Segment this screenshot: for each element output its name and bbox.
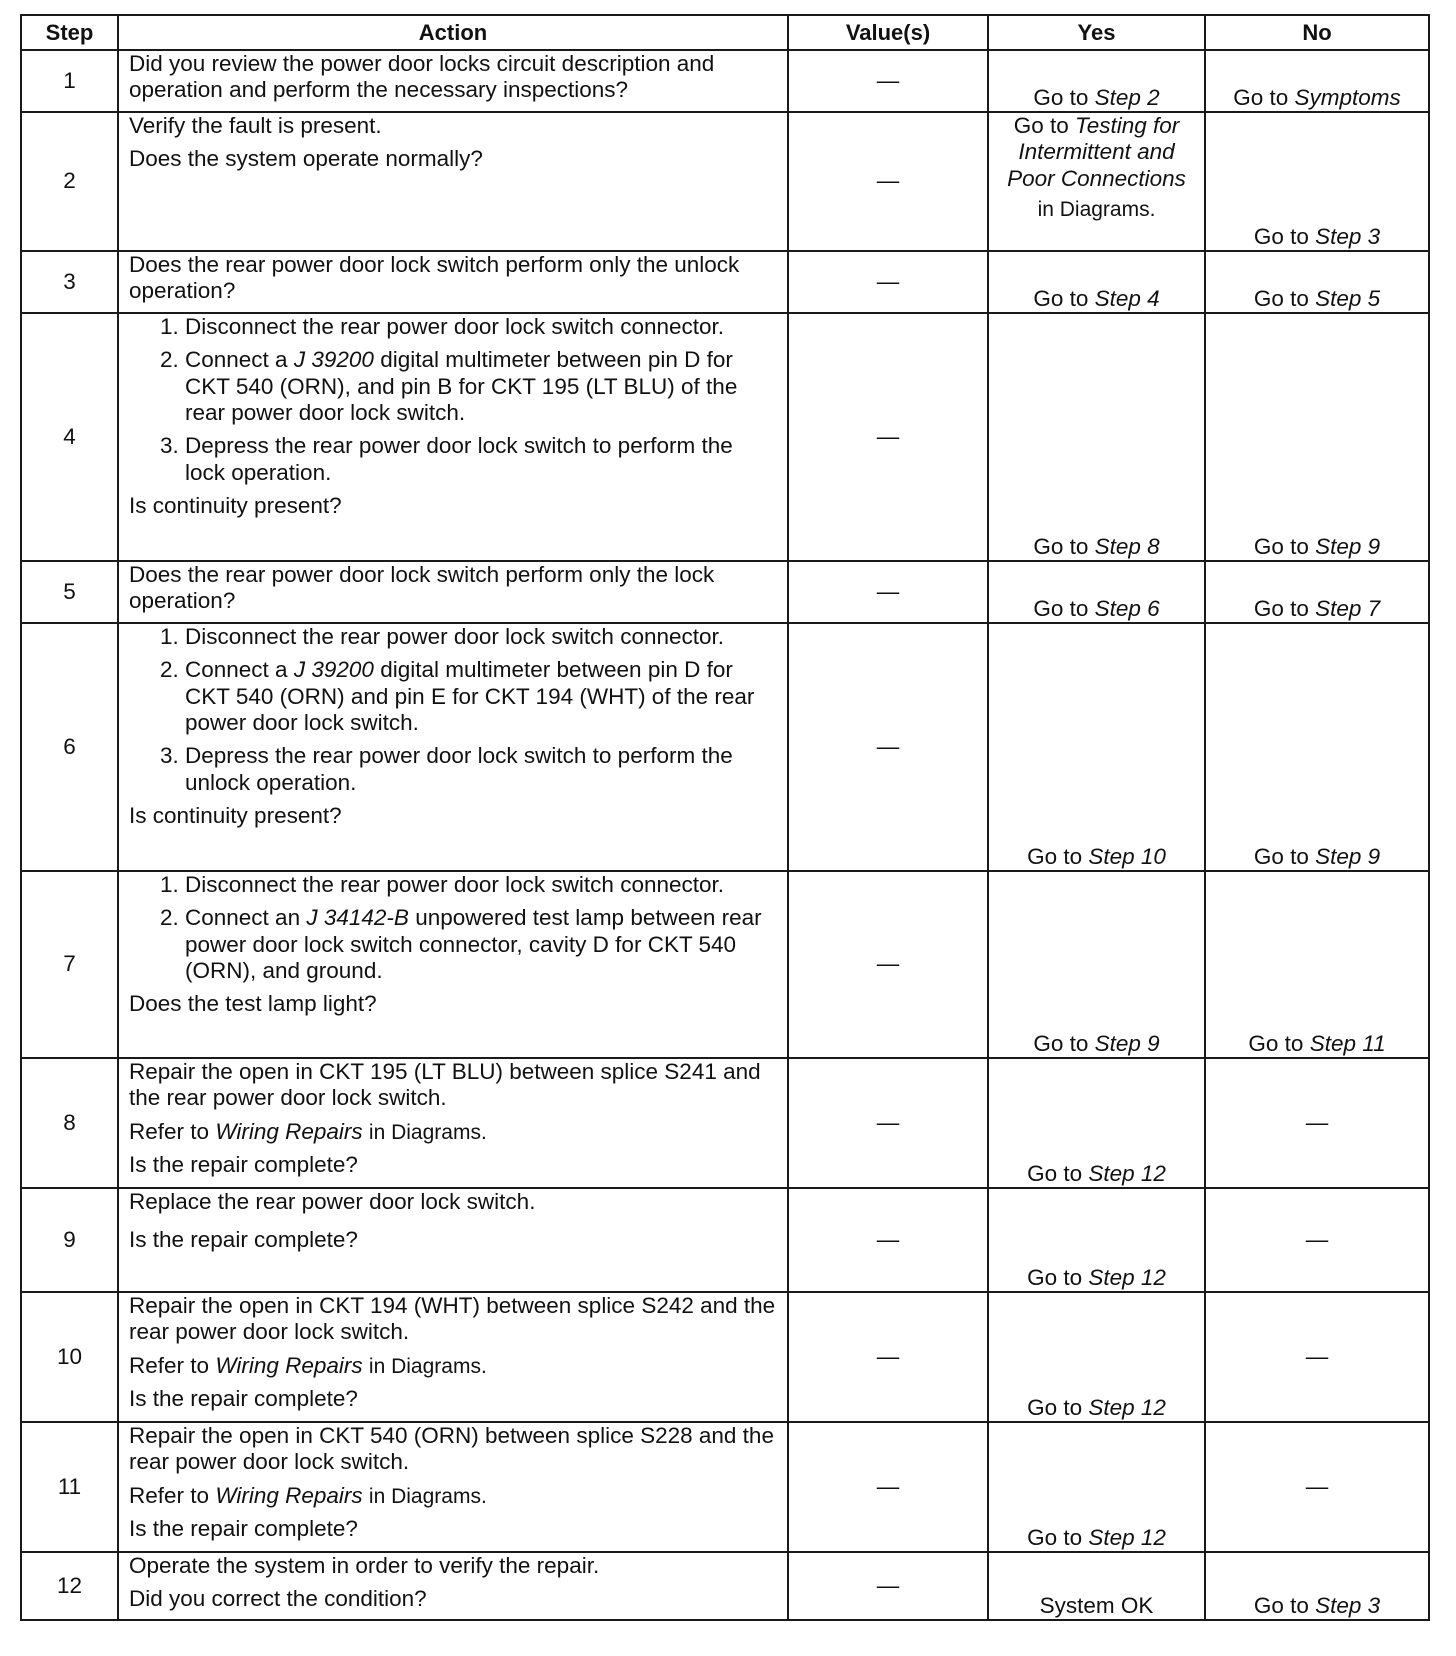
- step-number: 8: [21, 1058, 118, 1188]
- no-cell: —: [1205, 1292, 1429, 1422]
- question-text: Is the repair complete?: [129, 1386, 358, 1412]
- instruction-text: Repair the open in CKT 195 (LT BLU) between splice S241 and the rear power door lock switch.: [129, 1059, 761, 1111]
- action-cell: [118, 1292, 788, 1422]
- instruction-list: [129, 314, 777, 486]
- yes-cell: [988, 871, 1205, 1058]
- yes-prefix: Go to: [1033, 595, 1089, 621]
- action-cell: [118, 1058, 788, 1188]
- value-cell: —: [788, 251, 988, 313]
- instruction-text: Operate the system in order to verify the repair.: [129, 1553, 600, 1578]
- no-cell: [1205, 561, 1429, 623]
- instruction-text: Repair the open in CKT 194 (WHT) between splice S242 and the rear power door lock switch.: [129, 1293, 776, 1345]
- diagnostic-table-sheet: [20, 14, 1428, 1621]
- value-cell: —: [788, 313, 988, 561]
- no-prefix: Go to: [1248, 1030, 1304, 1056]
- question-text: Does the rear power door lock switch perform only the unlock operation?: [129, 252, 740, 304]
- yes-cell: [988, 561, 1205, 623]
- action-cell: [118, 561, 788, 623]
- no-cell: [1205, 1552, 1429, 1620]
- list-item: 3. Depress the rear power door lock switch to perform the unlock operation.: [185, 743, 777, 796]
- value-cell: —: [788, 1552, 988, 1620]
- no-step-link[interactable]: Step 5: [1315, 285, 1381, 311]
- yes-step-link[interactable]: Step 12: [1088, 1264, 1166, 1290]
- value-cell: —: [788, 1422, 988, 1552]
- instruction-text: Replace the rear power door lock switch.: [129, 1189, 536, 1214]
- action-cell: [118, 1188, 788, 1292]
- question-text: Is the repair complete?: [129, 1227, 358, 1253]
- list-item: [185, 905, 777, 984]
- yes-cell: [988, 623, 1205, 871]
- yes-cell: [988, 112, 1205, 251]
- step-number: 9: [21, 1188, 118, 1292]
- step-number: 3: [21, 251, 118, 313]
- yes-cell: [988, 50, 1205, 112]
- question-text: Is continuity present?: [129, 492, 342, 518]
- no-step-link[interactable]: Symptoms: [1294, 84, 1401, 110]
- instruction-part: digital multimeter between pin D for CKT 540 (ORN) and pin E for CKT 194 (WHT) of the rear power door lock switch.: [185, 657, 755, 735]
- ref-suffix: in Diagrams.: [368, 1354, 487, 1378]
- action-cell: [118, 112, 788, 251]
- yes-cell: [988, 1292, 1205, 1422]
- value-cell: —: [788, 50, 988, 112]
- no-prefix: Go to: [1253, 533, 1309, 559]
- action-cell: [118, 313, 788, 561]
- yes-cell: [988, 1422, 1205, 1552]
- ref-prefix: Refer to: [129, 1482, 210, 1508]
- table-row: [21, 112, 1429, 251]
- header-row: [21, 15, 1429, 50]
- ref-prefix: Refer to: [129, 1118, 210, 1144]
- action-cell: [118, 50, 788, 112]
- yes-cell: [988, 1188, 1205, 1292]
- value-cell: —: [788, 561, 988, 623]
- yes-prefix: Go to: [1033, 533, 1089, 559]
- table-row: [21, 623, 1429, 871]
- step-number: 6: [21, 623, 118, 871]
- no-cell: —: [1205, 1188, 1429, 1292]
- reference-text: [129, 1483, 777, 1510]
- wiring-repairs-link[interactable]: Wiring Repairs: [215, 1482, 363, 1508]
- step-number: 5: [21, 561, 118, 623]
- table-row: [21, 1188, 1429, 1292]
- question-text: Does the system operate normally?: [129, 146, 483, 172]
- no-cell: [1205, 50, 1429, 112]
- instruction-part: Connect an: [185, 905, 301, 931]
- instruction-list: [129, 872, 777, 984]
- question-text: Did you review the power door locks circuit description and operation and perform the necessary inspections?: [129, 51, 715, 103]
- yes-step-link[interactable]: Step 9: [1094, 1030, 1160, 1056]
- tool-number: J 34142-B: [306, 905, 409, 931]
- table-row: [21, 50, 1429, 112]
- list-item: 1. Disconnect the rear power door lock switch connector.: [185, 872, 777, 898]
- header-values: Value(s): [788, 15, 988, 50]
- table-row: [21, 561, 1429, 623]
- no-prefix: Go to: [1253, 1592, 1309, 1618]
- question-text: Is the repair complete?: [129, 1516, 358, 1542]
- instruction-text: Repair the open in CKT 540 (ORN) between splice S228 and the rear power door lock switch.: [129, 1423, 774, 1475]
- question-text: Is the repair complete?: [129, 1152, 358, 1178]
- table-row: [21, 251, 1429, 313]
- reference-text: [129, 1119, 777, 1146]
- value-cell: —: [788, 1188, 988, 1292]
- table-row: [21, 871, 1429, 1058]
- no-cell: —: [1205, 1422, 1429, 1552]
- no-step-link[interactable]: Step 9: [1315, 843, 1381, 869]
- yes-step-link[interactable]: Step 10: [1088, 843, 1166, 869]
- step-number: 7: [21, 871, 118, 1058]
- yes-step-link[interactable]: Step 12: [1088, 1160, 1166, 1186]
- yes-cell: System OK: [988, 1552, 1205, 1620]
- wiring-repairs-link[interactable]: Wiring Repairs: [215, 1118, 363, 1144]
- yes-cell: [988, 1058, 1205, 1188]
- question-text: Does the test lamp light?: [129, 991, 377, 1017]
- instruction-part: digital multimeter between pin D for CKT 540 (ORN), and pin B for CKT 195 (LT BLU) of the rear power door lock switch.: [185, 347, 738, 425]
- instruction-part: unpowered test lamp between rear power door lock switch connector, cavity D for CKT 540 (ORN), and ground.: [185, 905, 762, 983]
- no-cell: [1205, 623, 1429, 871]
- action-cell: [118, 251, 788, 313]
- instruction-text: Verify the fault is present.: [129, 113, 382, 138]
- yes-doc-link[interactable]: Testing for Intermittent and Poor Connections: [1007, 113, 1186, 191]
- no-prefix: Go to: [1233, 84, 1289, 110]
- yes-prefix: Go to: [1027, 1524, 1083, 1550]
- diagnostic-table: [20, 14, 1430, 1621]
- table-row: [21, 1292, 1429, 1422]
- no-step-link[interactable]: Step 11: [1309, 1030, 1386, 1056]
- yes-suffix: in Diagrams.: [1037, 197, 1156, 221]
- value-cell: —: [788, 1292, 988, 1422]
- yes-cell: [988, 251, 1205, 313]
- yes-step-link[interactable]: Step 8: [1094, 533, 1160, 559]
- instruction-list: [129, 624, 777, 796]
- ref-suffix: in Diagrams.: [368, 1120, 487, 1144]
- ref-prefix: Refer to: [129, 1352, 210, 1378]
- no-cell: [1205, 251, 1429, 313]
- list-item: 1. Disconnect the rear power door lock switch connector.: [185, 624, 777, 650]
- list-item: [185, 347, 777, 426]
- yes-step-link[interactable]: Step 4: [1094, 285, 1160, 311]
- header-yes: Yes: [988, 15, 1205, 50]
- action-cell: [118, 871, 788, 1058]
- yes-step-link[interactable]: Step 12: [1088, 1524, 1166, 1550]
- step-number: 4: [21, 313, 118, 561]
- yes-prefix: Go to: [1033, 1030, 1089, 1056]
- header-action: Action: [118, 15, 788, 50]
- yes-prefix: Go to: [1027, 843, 1083, 869]
- no-cell: [1205, 313, 1429, 561]
- no-prefix: Go to: [1253, 223, 1309, 249]
- header-step: Step: [21, 15, 118, 50]
- header-no: No: [1205, 15, 1429, 50]
- step-number: 12: [21, 1552, 118, 1620]
- value-cell: —: [788, 623, 988, 871]
- instruction-part: Connect a: [185, 657, 288, 683]
- value-cell: —: [788, 871, 988, 1058]
- wiring-repairs-link[interactable]: Wiring Repairs: [215, 1352, 363, 1378]
- list-item: 1. Disconnect the rear power door lock switch connector.: [185, 314, 777, 340]
- reference-text: [129, 1353, 777, 1380]
- yes-step-link[interactable]: Step 6: [1094, 595, 1160, 621]
- yes-prefix: Go to: [1027, 1264, 1083, 1290]
- yes-step-link[interactable]: Step 12: [1088, 1394, 1166, 1420]
- list-item: 3. Depress the rear power door lock switch to perform the lock operation.: [185, 433, 777, 486]
- step-number: 2: [21, 112, 118, 251]
- value-cell: —: [788, 1058, 988, 1188]
- yes-prefix: Go to: [1013, 113, 1069, 138]
- yes-prefix: Go to: [1033, 84, 1089, 110]
- no-prefix: Go to: [1253, 285, 1309, 311]
- step-number: 11: [21, 1422, 118, 1552]
- no-cell: —: [1205, 1058, 1429, 1188]
- list-item: [185, 657, 777, 736]
- action-cell: [118, 623, 788, 871]
- no-cell: [1205, 112, 1429, 251]
- table-row: [21, 1552, 1429, 1620]
- action-cell: [118, 1552, 788, 1620]
- no-prefix: Go to: [1253, 843, 1309, 869]
- no-prefix: Go to: [1253, 595, 1309, 621]
- value-cell: —: [788, 112, 988, 251]
- table-row: [21, 1058, 1429, 1188]
- no-step-link[interactable]: Step 9: [1315, 533, 1381, 559]
- no-step-link[interactable]: Step 3: [1315, 223, 1381, 249]
- table-row: [21, 1422, 1429, 1552]
- yes-step-link[interactable]: Step 2: [1094, 84, 1160, 110]
- table-row: [21, 313, 1429, 561]
- yes-cell: [988, 313, 1205, 561]
- ref-suffix: in Diagrams.: [368, 1484, 487, 1508]
- question-text: Does the rear power door lock switch perform only the lock operation?: [129, 562, 715, 614]
- action-cell: [118, 1422, 788, 1552]
- no-step-link[interactable]: Step 3: [1315, 1592, 1381, 1618]
- question-text: Is continuity present?: [129, 802, 342, 828]
- yes-prefix: Go to: [1033, 285, 1089, 311]
- no-step-link[interactable]: Step 7: [1315, 595, 1381, 621]
- no-cell: [1205, 871, 1429, 1058]
- step-number: 1: [21, 50, 118, 112]
- step-number: 10: [21, 1292, 118, 1422]
- question-text: Did you correct the condition?: [129, 1586, 427, 1612]
- tool-number: J 39200: [293, 657, 374, 683]
- tool-number: J 39200: [293, 347, 374, 373]
- yes-prefix: Go to: [1027, 1160, 1083, 1186]
- yes-prefix: Go to: [1027, 1394, 1083, 1420]
- instruction-part: Connect a: [185, 347, 288, 373]
